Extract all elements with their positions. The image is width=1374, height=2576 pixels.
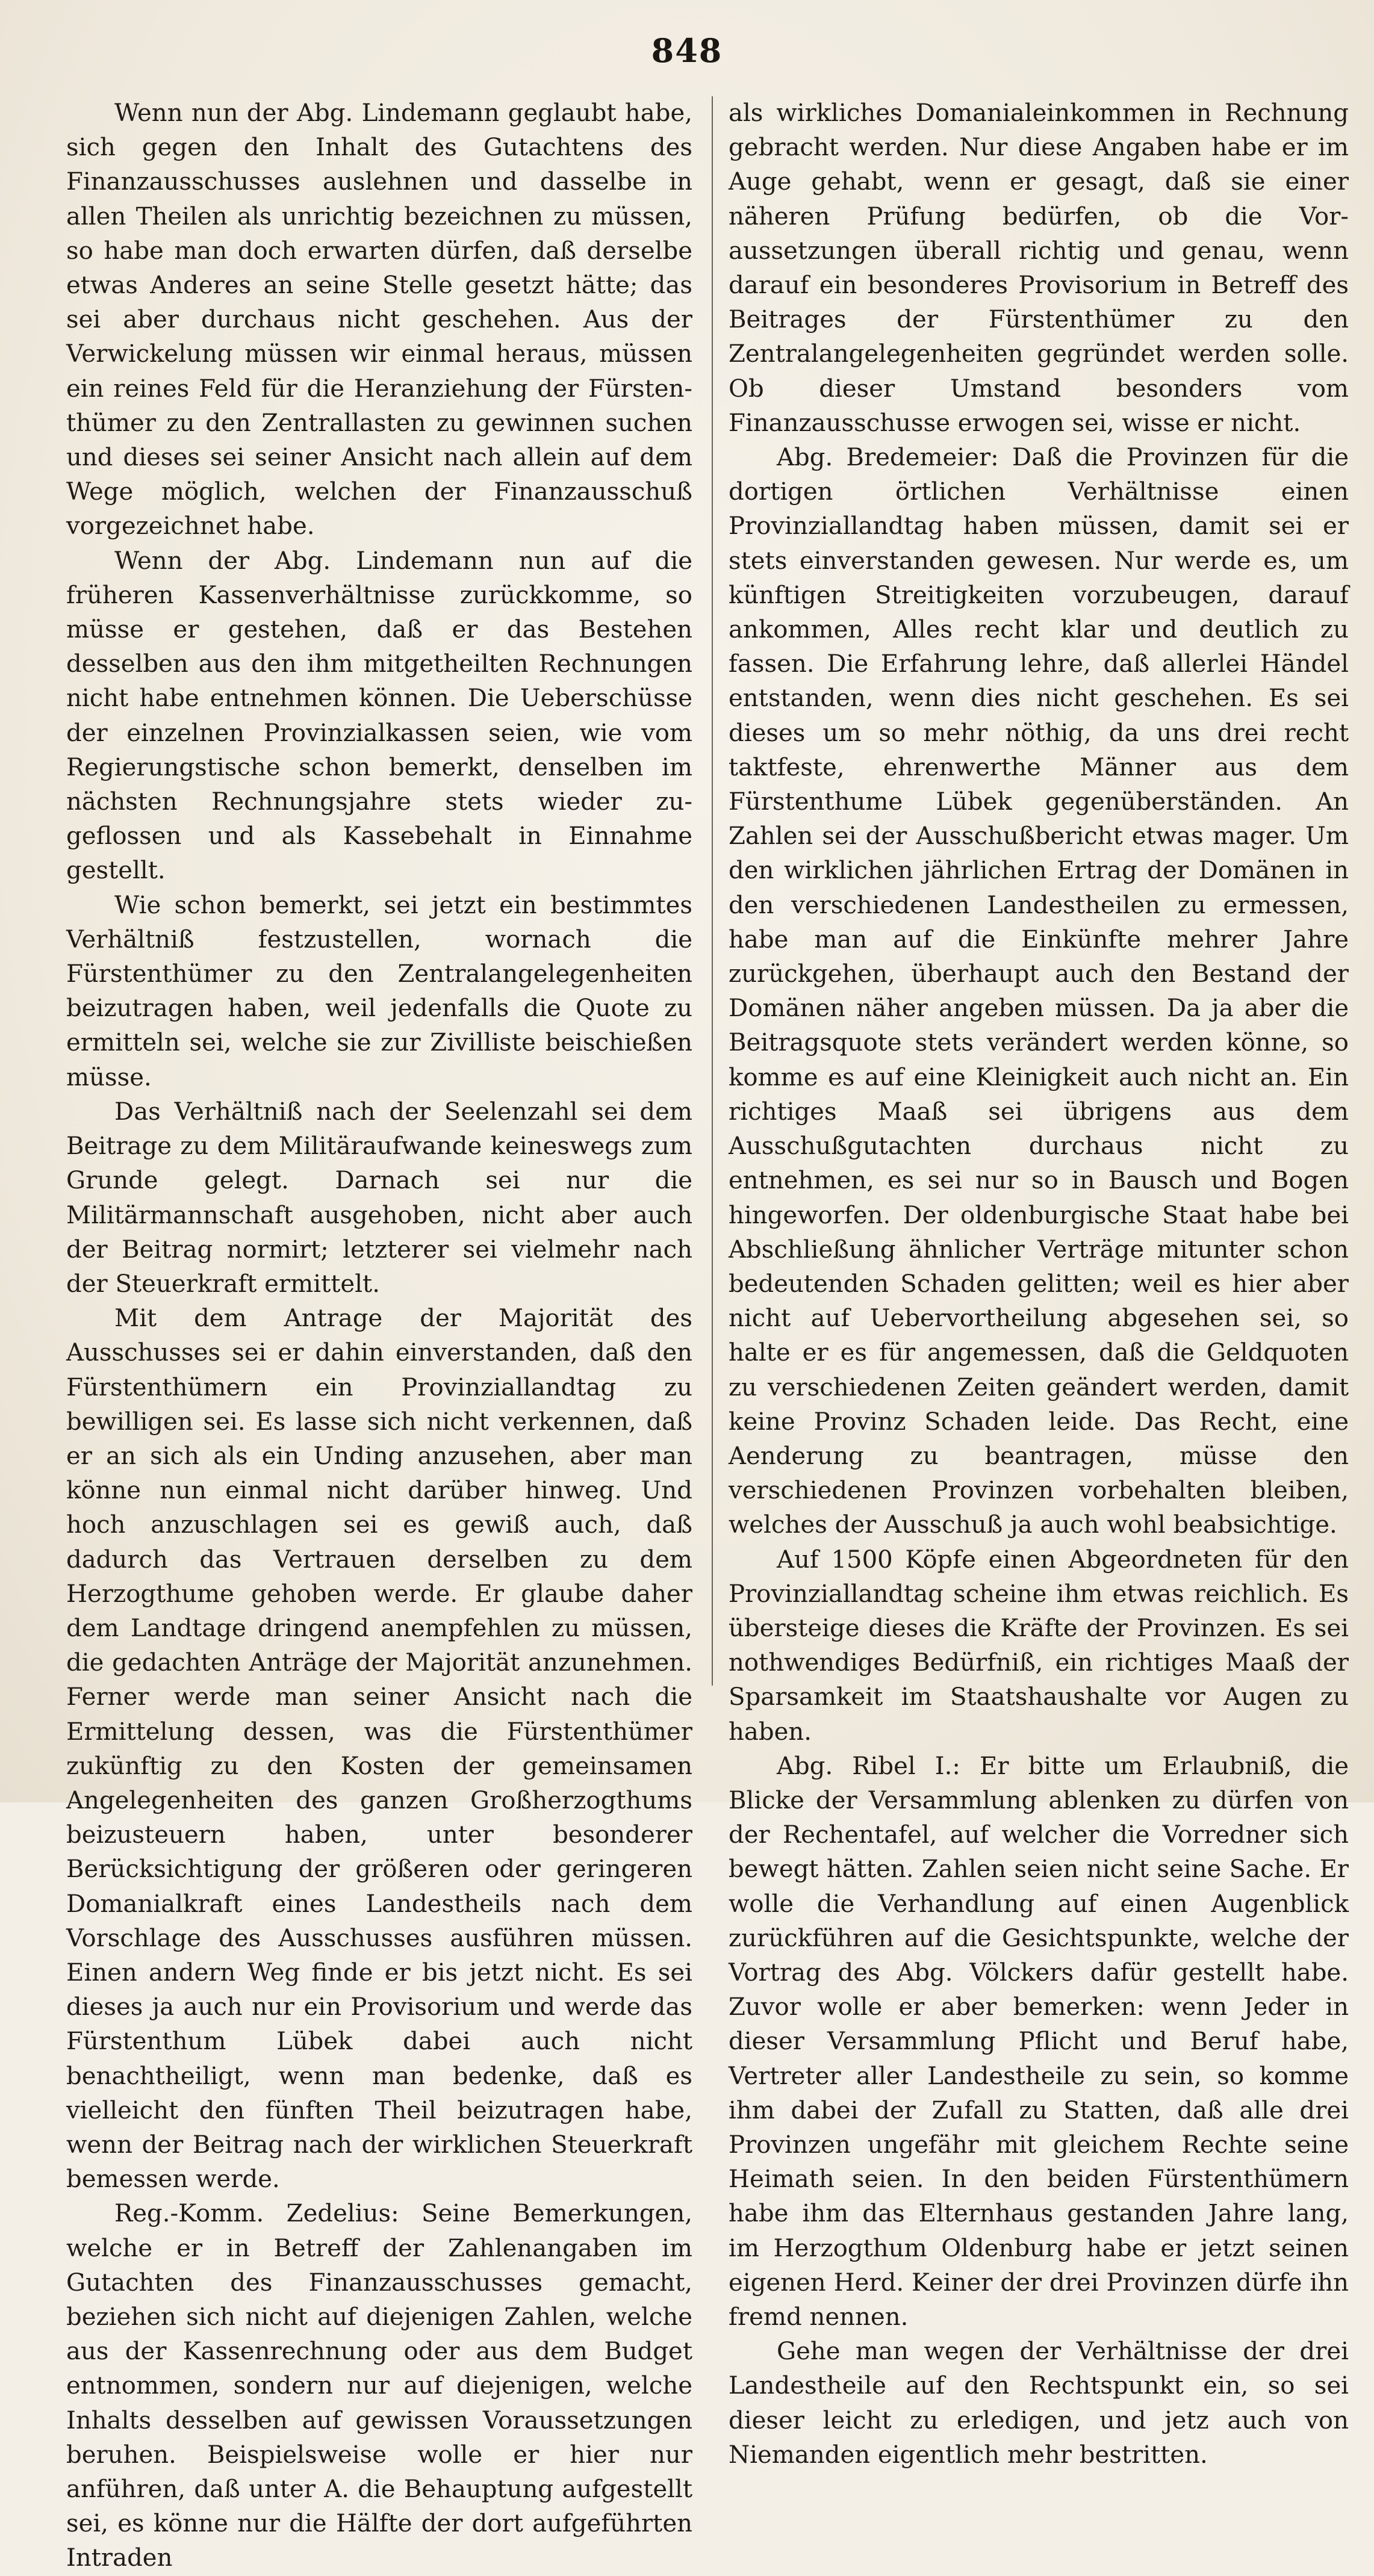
paragraph: Gehe man wegen der Verhältnisse der drei Landestheile auf den Rechtspunkt ein, so sei dieser leicht zu erledigen, und jetz auch von Niemanden eigentlich mehr bestritten. bbox=[729, 2338, 1349, 2469]
paragraph: Wenn nun der Abg. Lindemann geglaubt habe, sich gegen den Inhalt des Gutachtens des Finanzausschusses auslehnen und dasselbe in allen Theilen als unrichtig bezeichnen zu müssen, so habe man doch erwarten dürfen, daß derselbe etwas Anderes an seine Stelle gesetzt hätte; das sei aber durchaus nicht geschehen. Aus der Verwickelung müssen wir einmal heraus, müssen ein reines Feld für die Heranziehung der Fürstenthümer zu den Zentrallasten zu gewinnen suchen und dieses sei seiner Ansicht nach allein auf dem Wege möglich, welchen der Finanzausschuß vorgezeichnet habe. bbox=[66, 99, 692, 541]
paragraph: Auf 1500 Köpfe einen Abgeordneten für den Provinziallandtag scheine ihm etwas reichlich. Es übersteige dieses die Kräfte der Provinzen. Es sei nothwendiges Bedürfniß, ein richtiges Maaß der Sparsamkeit im Staatshaushalte vor Augen zu haben. bbox=[729, 1545, 1349, 1746]
page-number: 848 bbox=[651, 31, 723, 70]
paragraph: als wirkliches Domanialeinkommen in Rechnung gebracht werden. Nur diese Angaben habe er im Auge gehabt, wenn er gesagt, daß sie einer näheren Prüfung bedürfen, ob die Voraussetzungen überall richtig und genau, wenn darauf ein besonderes Provisorium in Betreff des Beitrages der Fürstenthümer zu den Zentralangelegenheiten gegründet werden solle. Ob dieser Umstand besonders vom Finanzausschusse erwogen sei, wisse er nicht. bbox=[729, 99, 1349, 437]
paragraph: Mit dem Antrage der Majorität des Ausschusses sei er dahin einverstanden, daß den Fürstenthümern ein Provinziallandtag zu bewilligen sei. Es lasse sich nicht verkennen, daß er an sich als ein Unding anzusehen, aber man könne nun einmal nicht darüber hinweg. Und hoch anzuschlagen sei es gewiß auch, daß dadurch das Vertrauen derselben zu dem Herzogthume gehoben werde. Er glaube daher dem Landtage dringend anempfehlen zu müssen, die gedachten Anträge der Majorität anzunehmen. Ferner werde man seiner Ansicht nach die Ermittelung dessen, was die Fürstenthümer zukünftig zu den Kosten der gemeinsamen Angelegenheiten des ganzen Großherzogthums beizusteuern haben, unter besonderer Berücksichtigung der größeren oder geringeren Domanialkraft eines Landestheils nach dem Vorschlage des Ausschusses ausführen müssen. Einen andern Weg finde er bis jetzt nicht. Es sei dieses ja auch nur ein Provisorium und werde das Fürstenthum Lübek dabei auch nicht benachtheiligt, wenn man bedenke, daß es vielleicht den fünften Theil beizutragen habe, wenn der Beitrag nach der wirklichen Steuerkraft bemessen werde. bbox=[66, 1305, 692, 2194]
column-divider bbox=[712, 96, 713, 1686]
paragraph: Wie schon bemerkt, sei jetzt ein bestimmtes Verhältniß festzustellen, wornach die Fürstenthümer zu den Zentralangelegenheiten beizutragen haben, weil jedenfalls die Quote zu ermitteln sei, welche sie zur Zivilliste beischießen müsse. bbox=[66, 891, 692, 1091]
paragraph: Reg.-Komm. Zedelius: Seine Bemerkungen, welche er in Betreff der Zahlenangaben im Gutachten des Finanzausschusses gemacht, beziehen sich nicht auf diejenigen Zahlen, welche aus der Kassenrechnung oder aus dem Budget entnommen, sondern nur auf diejenigen, welche Inhalts desselben auf gewissen Voraussetzungen beruhen. Beispielsweise wolle er hier nur anführen, daß unter A. die Behauptung aufgestellt sei, es könne nur die Hälfte der dort aufgeführten Intraden bbox=[66, 2200, 692, 2572]
left-column bbox=[66, 96, 692, 2576]
paragraph: Wenn der Abg. Lindemann nun auf die früheren Kassenverhältnisse zurückkomme, so müsse er gestehen, daß er das Bestehen desselben aus den ihm mitgetheilten Rechnungen nicht habe entnehmen können. Die Ueberschüsse der einzelnen Provinzialkassen seien, wie vom Regierungstische schon bemerkt, denselben im nächsten Rechnungsjahre stets wieder zugeflossen und als Kassebehalt in Einnahme gestellt. bbox=[66, 547, 692, 885]
paragraph: Das Verhältniß nach der Seelenzahl sei dem Beitrage zu dem Militäraufwande keineswegs zum Grunde gelegt. Darnach sei nur die Militärmannschaft ausgehoben, nicht aber auch der Beitrag normirt; letzterer sei vielmehr nach der Steuerkraft ermittelt. bbox=[66, 1097, 692, 1298]
paragraph: Abg. Ribel I.: Er bitte um Erlaubniß, die Blicke der Versammlung ablenken zu dürfen von der Rechentafel, auf welcher die Vorredner sich bewegt hätten. Zahlen seien nicht seine Sache. Er wolle die Verhandlung auf einen Augenblick zurückführen auf die Gesichtspunkte, welche der Vortrag des Abg. Völckers dafür gestellt habe. Zuvor wolle er aber bemerken: wenn Jeder in dieser Versammlung Pflicht und Beruf habe, Vertreter aller Landestheile zu sein, so komme ihm dabei der Zufall zu Statten, daß alle drei Provinzen ungefähr mit gleichem Rechte seine Heimath seien. In den beiden Fürstenthümern habe ihm das Elternhaus gestanden Jahre lang, im Herzogthum Oldenburg habe er jetzt seinen eigenen Herd. Keiner der drei Provinzen dürfe ihn fremd nennen. bbox=[729, 1752, 1349, 2331]
right-column bbox=[729, 96, 1349, 2472]
paragraph: Abg. Bredemeier: Daß die Provinzen für die dortigen örtlichen Verhältnisse einen Provinziallandtag haben müssen, damit sei er stets einverstanden gewesen. Nur werde es, um künftigen Streitigkeiten vorzubeugen, darauf ankommen, Alles recht klar und deutlich zu fassen. Die Erfahrung lehre, daß allerlei Händel entstanden, wenn dies nicht geschehen. Es sei dieses um so mehr nöthig, da uns drei recht taktfeste, ehrenwerthe Männer aus dem Fürstenthume Lübek gegenüberständen. An Zahlen sei der Ausschußbericht etwas mager. Um den wirklichen jährlichen Ertrag der Domänen in den verschiedenen Landestheilen zu ermessen, habe man auf die Einkünfte mehrer Jahre zurückgehen, überhaupt auch den Bestand der Domänen näher angeben müssen. Da ja aber die Beitragsquote stets verändert werden könne, so komme es auf eine Kleinigkeit auch nicht an. Ein richtiges Maaß sei übrigens aus dem Ausschußgutachten durchaus nicht zu entnehmen, es sei nur so in Bausch und Bogen hingeworfen. Der oldenburgische Staat habe bei Abschließung ähnlicher Verträge mitunter schon bedeutenden Schaden gelitten; weil es hier aber nicht auf Uebervortheilung abgesehen sei, so halte er es für angemessen, daß die Geldquoten zu verschiedenen Zeiten geändert werden, damit keine Provinz Schaden leide. Das Recht, eine Aenderung zu beantragen, müsse den verschiedenen Provinzen vorbehalten bleiben, welches der Ausschuß ja auch wohl beabsichtige. bbox=[729, 444, 1349, 1539]
